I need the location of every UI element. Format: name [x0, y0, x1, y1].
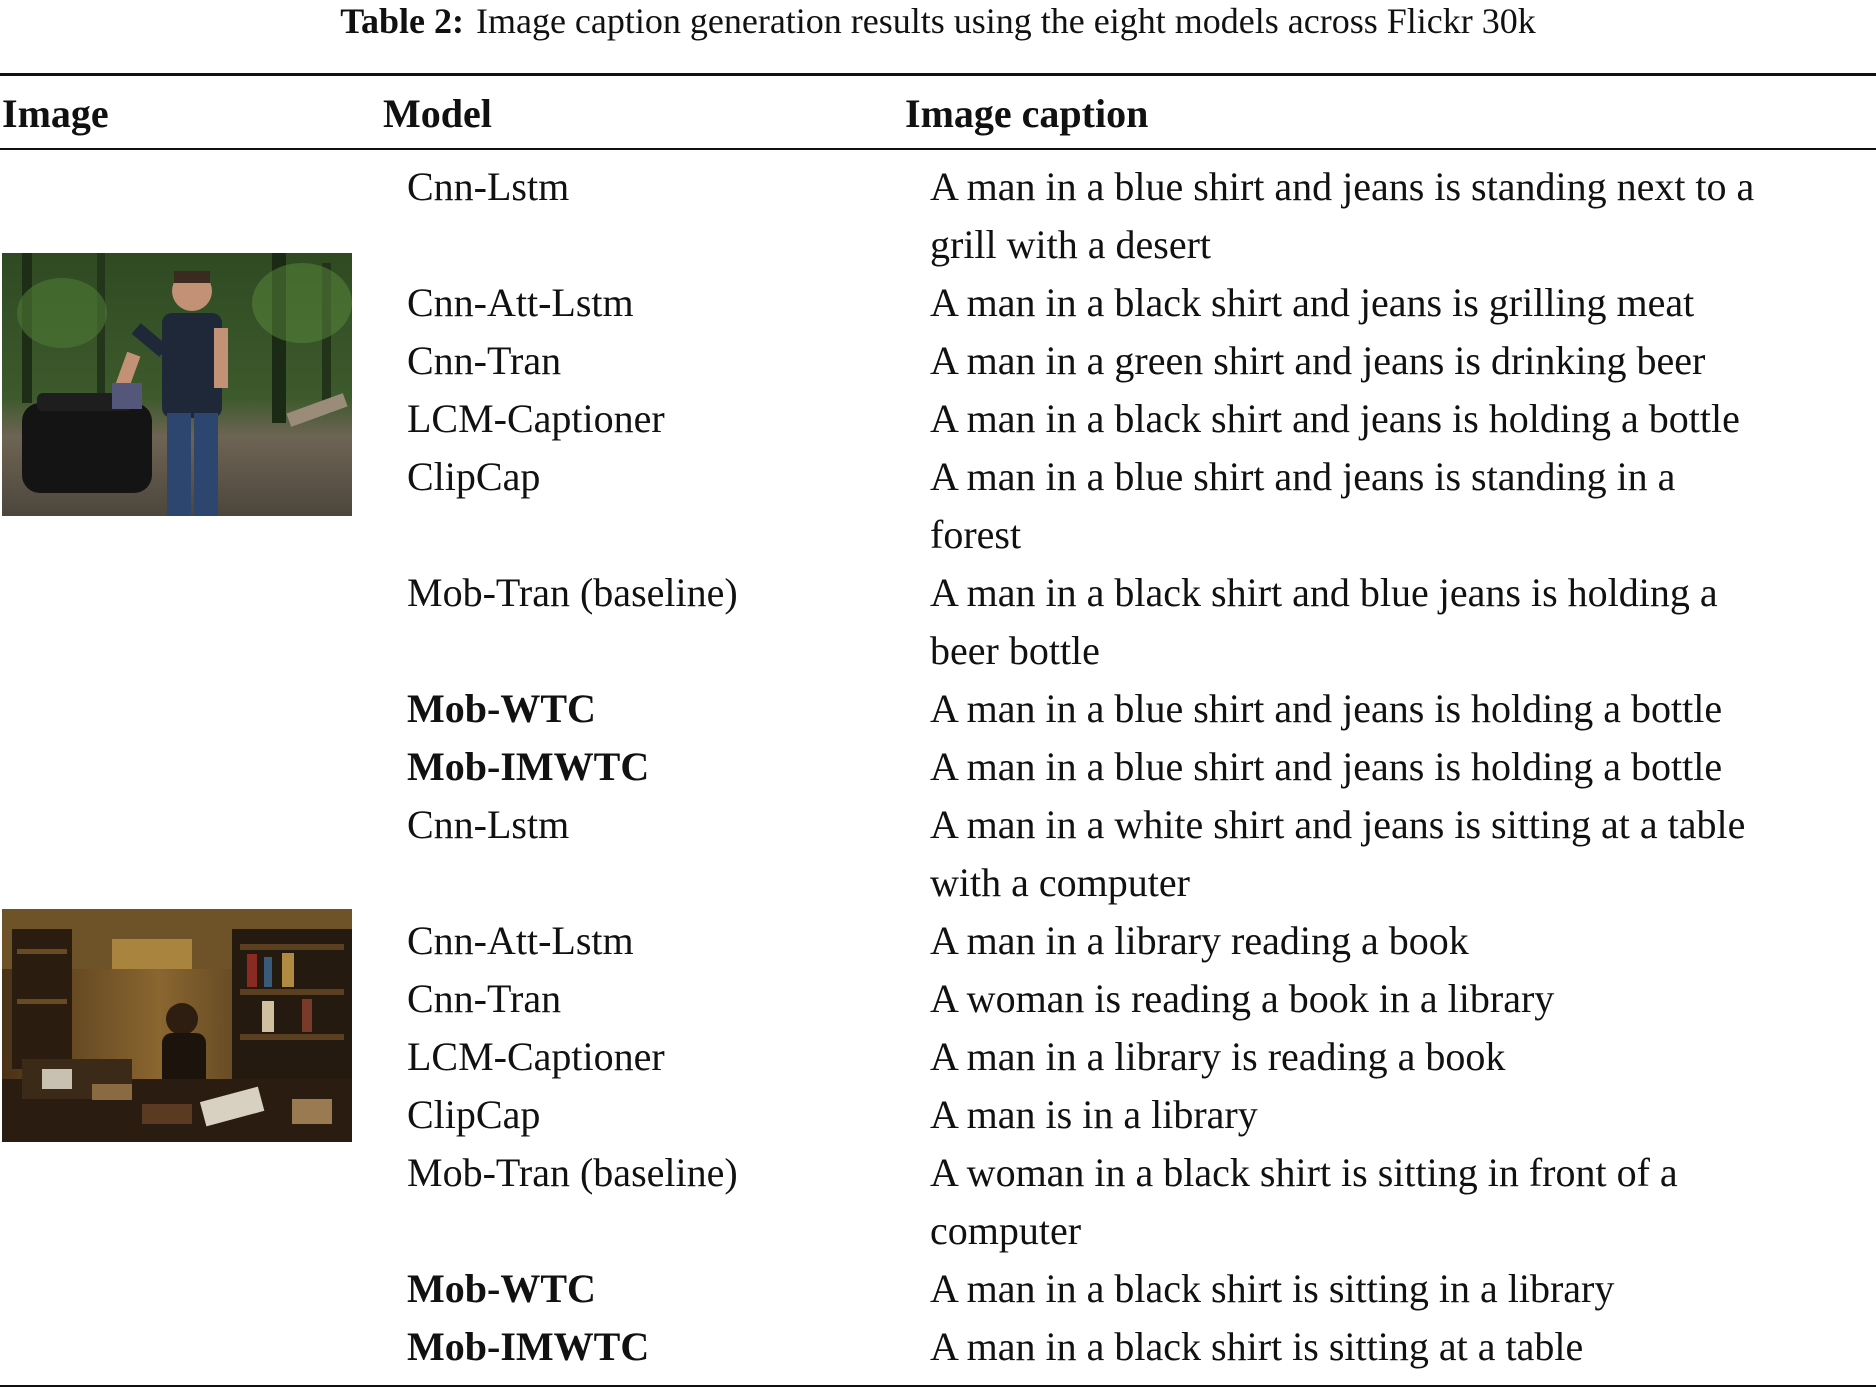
caption-line: A man in a black shirt and jeans is holding a bottle [930, 396, 1740, 441]
image-caption [930, 912, 1876, 970]
header-image: Image [2, 91, 109, 136]
table-row [0, 912, 1876, 970]
caption-line: A man in a black shirt and blue jeans is holding a [930, 570, 1718, 615]
table-row [0, 1144, 1876, 1260]
caption-line: A man in a black shirt is sitting at a table [930, 1324, 1584, 1369]
image-caption [930, 158, 1876, 274]
table-row [0, 390, 1876, 448]
model-name: Mob-WTC [407, 686, 596, 731]
caption-line: with a computer [930, 860, 1190, 905]
image-caption [930, 390, 1876, 448]
model-name: Cnn-Att-Lstm [407, 280, 634, 325]
model-name: LCM-Captioner [407, 396, 665, 441]
table-row [0, 274, 1876, 332]
header-rule [0, 148, 1876, 150]
table-row [0, 1028, 1876, 1086]
image-caption [930, 1086, 1876, 1144]
caption-line: forest [930, 512, 1022, 557]
model-name: Mob-WTC [407, 1266, 596, 1311]
model-name: Cnn-Tran [407, 338, 562, 383]
image-caption [930, 738, 1876, 796]
table-row [0, 564, 1876, 680]
table-row [0, 448, 1876, 564]
model-name: Mob-Tran (baseline) [407, 1150, 738, 1195]
caption-line: A man in a blue shirt and jeans is standing in a [930, 454, 1676, 499]
model-name: Cnn-Tran [407, 976, 562, 1021]
image-caption [930, 680, 1876, 738]
image-caption [930, 970, 1876, 1028]
header-caption: Image caption [905, 91, 1149, 136]
image-caption [930, 448, 1876, 564]
caption-line: grill with a desert [930, 222, 1212, 267]
model-name: Mob-IMWTC [407, 1324, 650, 1369]
caption-line: A man in a blue shirt and jeans is standing next to a [930, 164, 1755, 209]
caption-line: A man in a library reading a book [930, 918, 1469, 963]
caption-line: A man in a white shirt and jeans is sitting at a table [930, 802, 1746, 847]
model-name: Mob-Tran (baseline) [407, 570, 738, 615]
image-caption [930, 1318, 1876, 1376]
image-caption [930, 332, 1876, 390]
top-rule [0, 73, 1876, 76]
model-name: Cnn-Lstm [407, 164, 570, 209]
image-caption [930, 274, 1876, 332]
table-row [0, 796, 1876, 912]
caption-line: A man in a blue shirt and jeans is holding a bottle [930, 744, 1723, 789]
table-row [0, 970, 1876, 1028]
caption-line: A woman in a black shirt is sitting in front of a [930, 1150, 1678, 1195]
caption-line: A man in a library is reading a book [930, 1034, 1506, 1079]
image-caption [930, 564, 1876, 680]
table-row [0, 1086, 1876, 1144]
caption-line: beer bottle [930, 628, 1100, 673]
image-caption [930, 1260, 1876, 1318]
table-row [0, 332, 1876, 390]
table-row [0, 158, 1876, 274]
table-title: Image caption generation results using the eight models across Flickr 30k [475, 1, 1536, 41]
caption-line: A man in a green shirt and jeans is drinking beer [930, 338, 1706, 383]
table-row [0, 680, 1876, 738]
model-name: ClipCap [407, 454, 541, 499]
table-row [0, 738, 1876, 796]
table-row [0, 1318, 1876, 1376]
model-name: Cnn-Lstm [407, 802, 570, 847]
caption-line: A man in a blue shirt and jeans is holding a bottle [930, 686, 1723, 731]
model-name: ClipCap [407, 1092, 541, 1137]
image-caption [930, 796, 1876, 912]
caption-line: A woman is reading a book in a library [930, 976, 1555, 1021]
model-name: Mob-IMWTC [407, 744, 650, 789]
model-name: LCM-Captioner [407, 1034, 665, 1079]
model-name: Cnn-Att-Lstm [407, 918, 634, 963]
caption-line: computer [930, 1208, 1082, 1253]
image-caption [930, 1144, 1876, 1260]
header-model: Model [383, 91, 492, 136]
caption-line: A man in a black shirt and jeans is grilling meat [930, 280, 1695, 325]
table-label: Table 2: [340, 1, 464, 41]
table-caption [0, 0, 1876, 42]
table-row [0, 1260, 1876, 1318]
image-caption [930, 1028, 1876, 1086]
caption-line: A man is in a library [930, 1092, 1258, 1137]
caption-line: A man in a black shirt is sitting in a library [930, 1266, 1615, 1311]
